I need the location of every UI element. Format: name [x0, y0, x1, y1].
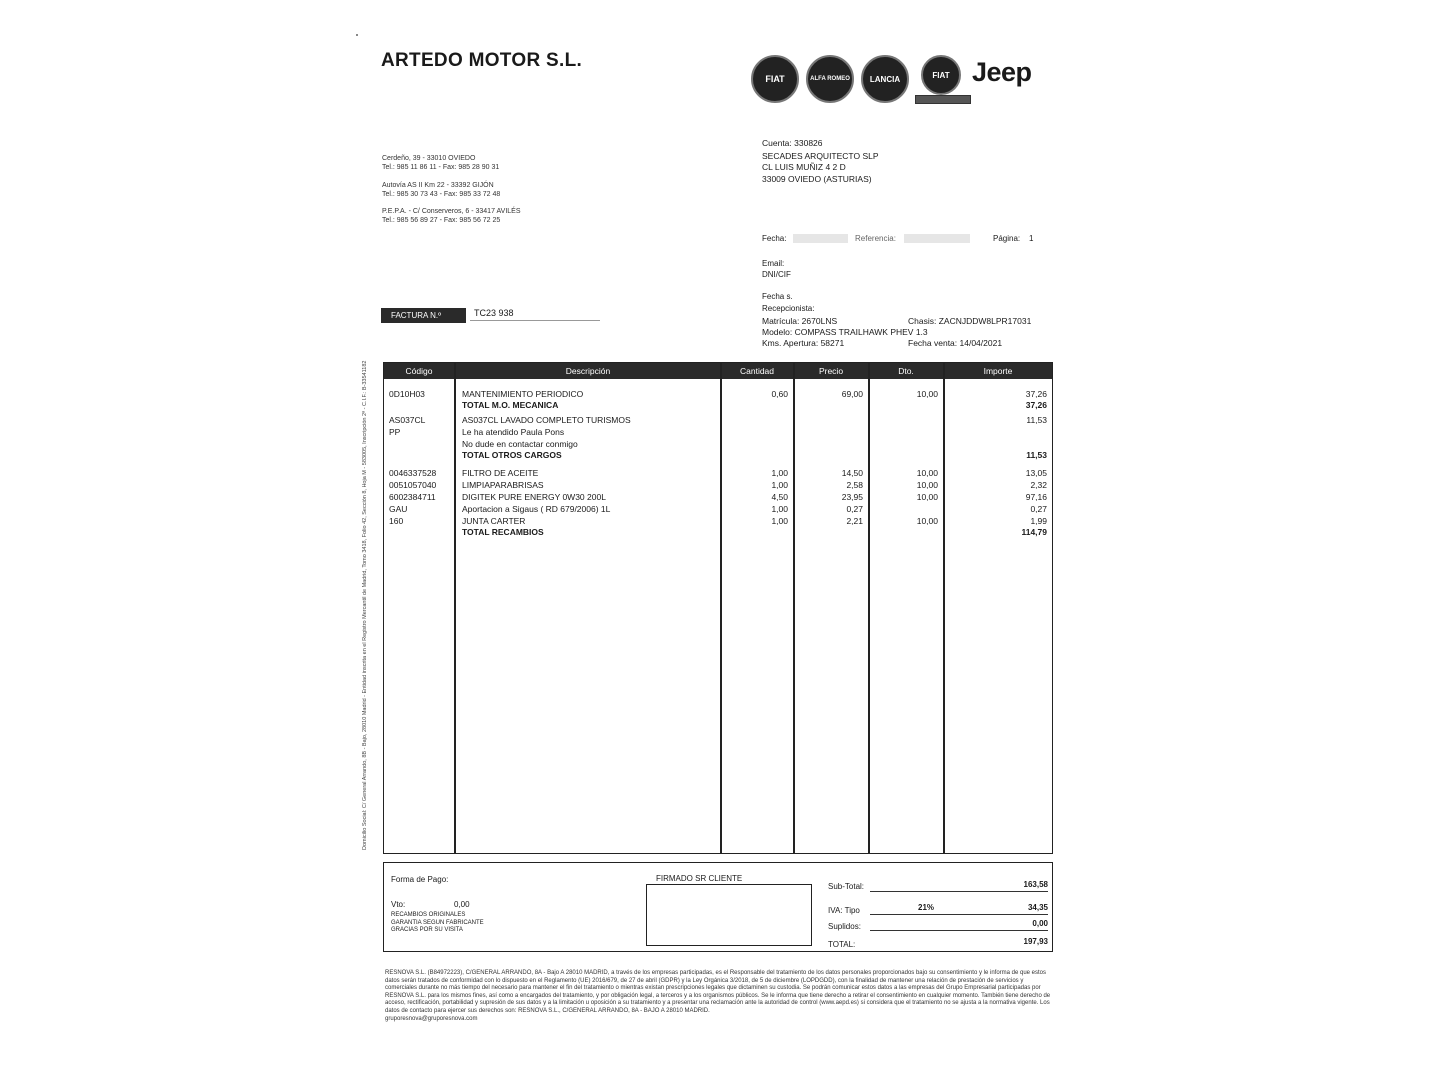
- cell-description: LIMPIAPARABRISAS: [462, 480, 544, 490]
- col-codigo: Código: [405, 366, 433, 376]
- fiat-professional-logo: FIAT: [921, 55, 961, 95]
- cell-code: 0046337528: [389, 468, 437, 478]
- vehicle-matricula: Matrícula: 2670LNS: [762, 316, 838, 326]
- cell-description: AS037CL LAVADO COMPLETO TURISMOS: [462, 415, 631, 425]
- note-line: GRACIAS POR SU VISITA: [391, 927, 463, 933]
- cell-description: Le ha atendido Paula Pons: [462, 427, 565, 437]
- col-divider: [720, 363, 722, 853]
- cell-code: 6002384711: [389, 492, 436, 502]
- table-header: [384, 363, 1052, 379]
- col-descripcion: Descripción: [565, 366, 611, 376]
- cell-description: JUNTA CARTER: [462, 516, 526, 526]
- cell-discount: 10,00: [916, 492, 938, 502]
- cell-price: 69,00: [841, 389, 863, 399]
- cell-description: No dude en contactar conmigo: [462, 439, 578, 449]
- redacted-reference: [904, 234, 970, 243]
- legal-notice: [385, 970, 1053, 1023]
- email-label: Email:: [762, 259, 785, 268]
- note-line: GARANTIA SEGUN FABRICANTE: [391, 919, 484, 926]
- pagina-value: 1: [1029, 234, 1034, 243]
- cell-description: DIGITEK PURE ENERGY 0W30 200L: [462, 492, 606, 502]
- fiat-professional-badge: [915, 95, 971, 104]
- cell-code: 160: [389, 516, 404, 526]
- cell-amount: 114,79: [1021, 527, 1047, 537]
- cell-amount: 1,99: [1030, 516, 1047, 526]
- iva-rate: 21%: [918, 903, 935, 912]
- col-precio: Precio: [818, 366, 844, 376]
- cell-description: Aportacion a Sigaus ( RD 679/2006) 1L: [462, 504, 611, 514]
- dni-label: DNI/CIF: [762, 270, 791, 279]
- cell-discount: 10,00: [916, 468, 938, 478]
- cell-amount: 37,26: [1025, 400, 1047, 410]
- cell-price: 2,58: [846, 480, 863, 490]
- cell-price: 2,21: [846, 516, 863, 526]
- cell-description: MANTENIMIENTO PERIODICO: [462, 389, 584, 399]
- cell-code: 0D10H03: [389, 389, 425, 399]
- address-line: P.E.P.A. - C/ Conserveros, 6 - 33417 AVILÉS: [382, 208, 521, 215]
- client-city: 33009 OVIEDO (ASTURIAS): [762, 173, 872, 184]
- suplidos-line: [870, 930, 1048, 931]
- forma-pago-label: Forma de Pago:: [391, 875, 449, 884]
- fecha-label: Fecha:: [762, 234, 787, 243]
- fiat-logo: FIAT: [751, 55, 799, 103]
- cell-quantity: 4,50: [771, 492, 788, 502]
- invoice-number: TC23 938: [474, 308, 514, 318]
- cell-price: 0,27: [846, 504, 863, 514]
- cell-amount: 37,26: [1025, 389, 1047, 399]
- cell-code: AS037CL: [389, 415, 426, 425]
- redacted-date: [793, 234, 848, 243]
- address-phone: Tel.: 985 56 89 27 - Fax: 985 56 72 25: [382, 216, 501, 224]
- pagina-label: Página:: [993, 234, 1021, 243]
- cell-code: PP: [389, 427, 401, 437]
- col-divider: [793, 363, 795, 853]
- cell-amount: 11,53: [1026, 450, 1047, 460]
- lancia-logo: LANCIA: [861, 55, 909, 103]
- items-table: [383, 362, 1053, 854]
- note-line: RECAMBIOS ORIGINALES: [391, 912, 466, 918]
- subtotal-line: [870, 891, 1048, 892]
- cell-price: 14,50: [841, 468, 863, 478]
- cell-quantity: 1,00: [771, 480, 788, 490]
- subtotal-label: Sub-Total:: [828, 882, 865, 891]
- legal-text: RESNOVA S.L. (B84972223), C/GENERAL ARRANDO, 8A - Bajo A 28010 MADRID, a través de los empresas participadas, es el Responsable del tratamiento de los datos personales proporcionados bajo su consentimiento y le informa de que estos datos serán tratados de conformidad con lo dispuesto en el Reglamento (UE) 2016/679, de 27 de abril (GDPR) y la Ley Orgánica 3/2018, de 5 de diciembre (LOPDGDD), con la finalidad de mantener una relación de prestación de servicios y comerciales durante no más tiempo del necesario para mantener el fin del tratamiento o mientras existan prescripciones legales que dictaminen su custodia. Se podrán comunicar estos datos a las empresas del Grupo Empresarial participadas por RESNOVA S.L. para los mismos fines, así como a encargados del tratamiento, y por obligación legal, a terceros y a los organismos públicos. Se le informa que tiene derecho a retirar el consentimiento en cualquier momento. También tiene derecho de acceso, rectificación, portabilidad y supresión de sus datos y a la limitación u oposición a su tratamiento y a presentar una reclamación ante la autoridad de control (www.aepd.es) si considera que el tratamiento no se ajusta a la normativa vigente. Los datos de contacto para ejercer sus derechos son: RESNOVA S.L., C/GENERAL ARRANDO, 8A - BAJO A 28010 MADRID.: [385, 970, 1051, 1014]
- col-divider: [454, 363, 456, 853]
- cell-amount: 0,27: [1030, 504, 1047, 514]
- vto-label: Vto:: [391, 900, 406, 909]
- scan-dot: [356, 34, 358, 36]
- suplidos-value: 0,00: [1032, 919, 1048, 928]
- suplidos-label: Suplidos:: [828, 922, 861, 931]
- subtotal-value: 163,58: [1023, 880, 1048, 889]
- vehicle-kms: Kms. Apertura: 58271: [762, 337, 845, 348]
- vto-value: 0,00: [454, 900, 470, 909]
- cell-amount: 97,16: [1025, 492, 1047, 502]
- cell-quantity: 1,00: [771, 468, 788, 478]
- vehicle-modelo: Modelo: COMPASS TRAILHAWK PHEV 1.3: [762, 326, 928, 337]
- cell-discount: 10,00: [916, 516, 938, 526]
- cell-price: 23,95: [841, 492, 863, 502]
- cell-description: TOTAL RECAMBIOS: [462, 527, 544, 537]
- cell-quantity: 1,00: [771, 516, 788, 526]
- client-block: [762, 137, 879, 185]
- col-divider: [868, 363, 870, 853]
- signature-label: FIRMADO SR CLIENTE: [656, 874, 743, 883]
- address-phone: Tel.: 985 30 73 43 - Fax: 985 33 72 48: [382, 190, 501, 198]
- cell-quantity: 0,60: [771, 389, 788, 399]
- col-importe: Importe: [983, 366, 1013, 376]
- cell-amount: 2,32: [1030, 480, 1047, 490]
- jeep-logo: Jeep: [972, 57, 1032, 87]
- registry-side-text: Domicilio Social: C/ General Arrando, 8B - Bajo, 28010 Madrid - Entidad inscrita en el Registro Mercantil de Madrid, Tomo 3418, Folio 42, Sección 8, Hoja M - 583005, Inscripción 2ª - C.I.F.: B-33541182: [362, 360, 368, 850]
- vehicle-chasis: Chasis: ZACNJDDW8LPR17031: [908, 316, 1032, 326]
- recepcionista-label: Recepcionista:: [762, 304, 815, 313]
- cell-code: 0051057040: [389, 480, 437, 490]
- address-phone: Tel.: 985 11 86 11 - Fax: 985 28 90 31: [382, 163, 500, 171]
- iva-line: [870, 914, 1048, 915]
- referencia-label: Referencia:: [855, 234, 896, 243]
- client-account: Cuenta: 330826: [762, 138, 823, 148]
- address-aviles: [382, 208, 521, 225]
- invoice-underline: [470, 320, 600, 321]
- address-line: Cerdeño, 39 - 33010 OVIEDO: [382, 155, 476, 162]
- alfa-romeo-logo: ALFA ROMEO: [806, 55, 854, 103]
- vehicle-block: [762, 316, 928, 348]
- address-gijon: [382, 182, 500, 199]
- cell-code: GAU: [389, 504, 408, 514]
- cell-amount: 11,53: [1026, 415, 1047, 425]
- total-value: 197,93: [1023, 937, 1048, 946]
- cell-discount: 10,00: [916, 389, 938, 399]
- fecha-salida-label: Fecha s.: [762, 292, 793, 301]
- col-divider: [943, 363, 945, 853]
- client-name: SECADES ARQUITECTO SLP: [762, 150, 879, 161]
- cell-amount: 13,05: [1025, 468, 1047, 478]
- col-cantidad: Cantidad: [739, 366, 775, 376]
- cell-description: TOTAL OTROS CARGOS: [462, 450, 562, 460]
- company-name: ARTEDO MOTOR S.L.: [381, 50, 583, 71]
- vehicle-fecha-venta: Fecha venta: 14/04/2021: [908, 338, 1003, 348]
- legal-email: gruporesnova@gruporesnova.com: [385, 1015, 478, 1022]
- cell-quantity: 1,00: [771, 504, 788, 514]
- address-oviedo: [382, 155, 499, 172]
- address-line: Autovía AS II Km 22 - 33392 GIJÓN: [382, 182, 494, 189]
- cell-description: FILTRO DE ACEITE: [462, 468, 539, 478]
- total-label: TOTAL:: [828, 940, 856, 949]
- invoice-label: FACTURA N.º: [381, 308, 466, 323]
- col-dto: Dto.: [898, 366, 914, 376]
- cell-description: TOTAL M.O. MECANICA: [462, 400, 559, 410]
- cell-discount: 10,00: [916, 480, 938, 490]
- iva-label: IVA: Tipo: [828, 906, 860, 915]
- signature-box: [646, 884, 812, 946]
- client-street: CL LUIS MUÑIZ 4 2 D: [762, 162, 846, 172]
- iva-amount: 34,35: [1027, 903, 1048, 912]
- footer-notes: [391, 912, 484, 935]
